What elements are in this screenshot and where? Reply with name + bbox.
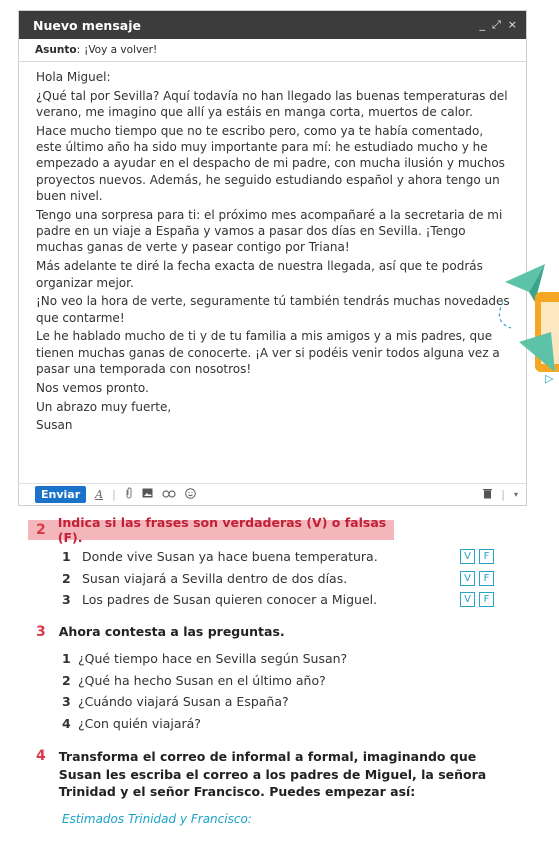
email-signature: Susan xyxy=(36,418,73,433)
email-paragraph: Un abrazo muy fuerte, xyxy=(36,399,172,414)
true-checkbox[interactable]: V xyxy=(460,592,475,607)
email-paragraph: Hace mucho tiempo que no te escribo pero, como ya te había comentado, este último año ha sido muy importante para mí: he estudiado mucho y he empezado a ayudar en el despacho de mi padre, con mucha ilusión y muchos proyectos nuevos. Además, he seguido estudiando español y ahora tengo un buen nivel. xyxy=(36,123,505,204)
attachment-icon[interactable] xyxy=(125,487,133,502)
false-checkbox[interactable]: F xyxy=(479,592,494,607)
email-paragraph: ¿Qué tal por Sevilla? Aquí todavía no han llegado las buenas temperaturas del verano, me imagino que allí ya estáis en manga corta, muertos de calor. xyxy=(36,88,508,120)
exercise-title: Ahora contesta a las preguntas. xyxy=(58,624,285,639)
email-compose-window xyxy=(18,10,527,506)
false-checkbox[interactable]: F xyxy=(479,571,494,586)
toolbar-divider: | xyxy=(501,488,505,501)
exercise-2-header xyxy=(28,515,394,545)
false-checkbox[interactable]: F xyxy=(479,549,494,564)
more-options-icon[interactable]: ▾ xyxy=(513,490,518,499)
list-item: 2 ¿Qué ha hecho Susan en el último año? xyxy=(62,672,326,688)
compose-titlebar xyxy=(19,11,526,39)
link-icon[interactable] xyxy=(162,488,176,501)
send-button[interactable]: Enviar xyxy=(35,486,86,503)
emoji-icon[interactable] xyxy=(185,488,196,502)
text-format-icon[interactable]: A xyxy=(95,488,104,501)
email-body[interactable] xyxy=(19,62,526,434)
exercise-number: 4 xyxy=(36,748,46,764)
image-icon[interactable] xyxy=(142,488,153,501)
subject-label: Asunto xyxy=(35,44,77,56)
exercise-4-header xyxy=(36,748,504,801)
email-paragraph: Le he hablado mucho de ti y de tu familia a mis amigos y a mis padres, que tienen muchas ganas de conocerte. ¡A ver si podéis venir todos alguna vez a pasar una temporada con nosotros! xyxy=(36,329,500,377)
trash-icon[interactable] xyxy=(483,488,492,502)
exercise-3-header xyxy=(36,624,285,640)
email-paragraph: Más adelante te diré la fecha exacta de nuestra llegada, así que te podrás organizar mejor. xyxy=(36,259,483,290)
list-item: 3 Los padres de Susan quieren conocer a Miguel. V F xyxy=(62,589,378,611)
subject-field[interactable]: Asunto : ¡Voy a volver! xyxy=(19,39,526,62)
expand-icon[interactable]: ⤢ xyxy=(491,18,501,31)
list-item: 2 Susan viajará a Sevilla dentro de dos días. V F xyxy=(62,568,378,590)
window-title: Nuevo mensaje xyxy=(33,17,141,33)
exercise-title: Transforma el correo de informal a formal, imaginando que Susan les escriba el correo a los padres de Miguel, la señora Trinidad y el señor Francisco. Puedes empezar así: xyxy=(58,749,487,799)
list-item: 1 ¿Qué tiempo hace en Sevilla según Susan? xyxy=(62,651,348,666)
minimize-icon[interactable]: _ xyxy=(479,18,485,31)
true-checkbox[interactable]: V xyxy=(460,571,475,586)
exercise-number: 3 xyxy=(36,624,46,640)
list-item: 3 ¿Cuándo viajará Susan a España? xyxy=(62,694,289,709)
exercise-3-list xyxy=(62,648,347,734)
exercise-number: 2 xyxy=(36,522,46,538)
list-item: 4 ¿Con quién viajará? xyxy=(62,715,201,731)
email-paragraph: Tengo una sorpresa para ti: el próximo mes acompañaré a la secretaria de mi padre en un viaje a España y vamos a pasar dos días en Sevilla. ¡Tengo muchas ganas de verte y pasear contigo por Triana! xyxy=(36,207,503,255)
email-paragraph: ¡No veo la hora de verte, seguramente tú también tendrás muchas novedades que contarme! xyxy=(36,294,510,325)
subject-value[interactable]: ¡Voy a volver! xyxy=(84,44,158,56)
close-icon[interactable]: × xyxy=(507,18,517,31)
email-greeting: Hola Miguel: xyxy=(36,70,111,84)
list-item: 1 Donde vive Susan ya hace buena temperatura. V F xyxy=(62,546,378,568)
compose-toolbar xyxy=(19,483,526,505)
play-icon[interactable]: ▷ xyxy=(545,372,554,385)
email-paragraph: Nos vemos pronto. xyxy=(36,380,149,395)
example-salutation: Estimados Trinidad y Francisco: xyxy=(62,812,252,826)
toolbar-divider: | xyxy=(112,488,116,501)
true-checkbox[interactable]: V xyxy=(460,549,475,564)
exercise-title: Indica si las frases son verdaderas (V) o falsas (F). xyxy=(57,515,387,545)
exercise-2-list xyxy=(62,546,490,611)
